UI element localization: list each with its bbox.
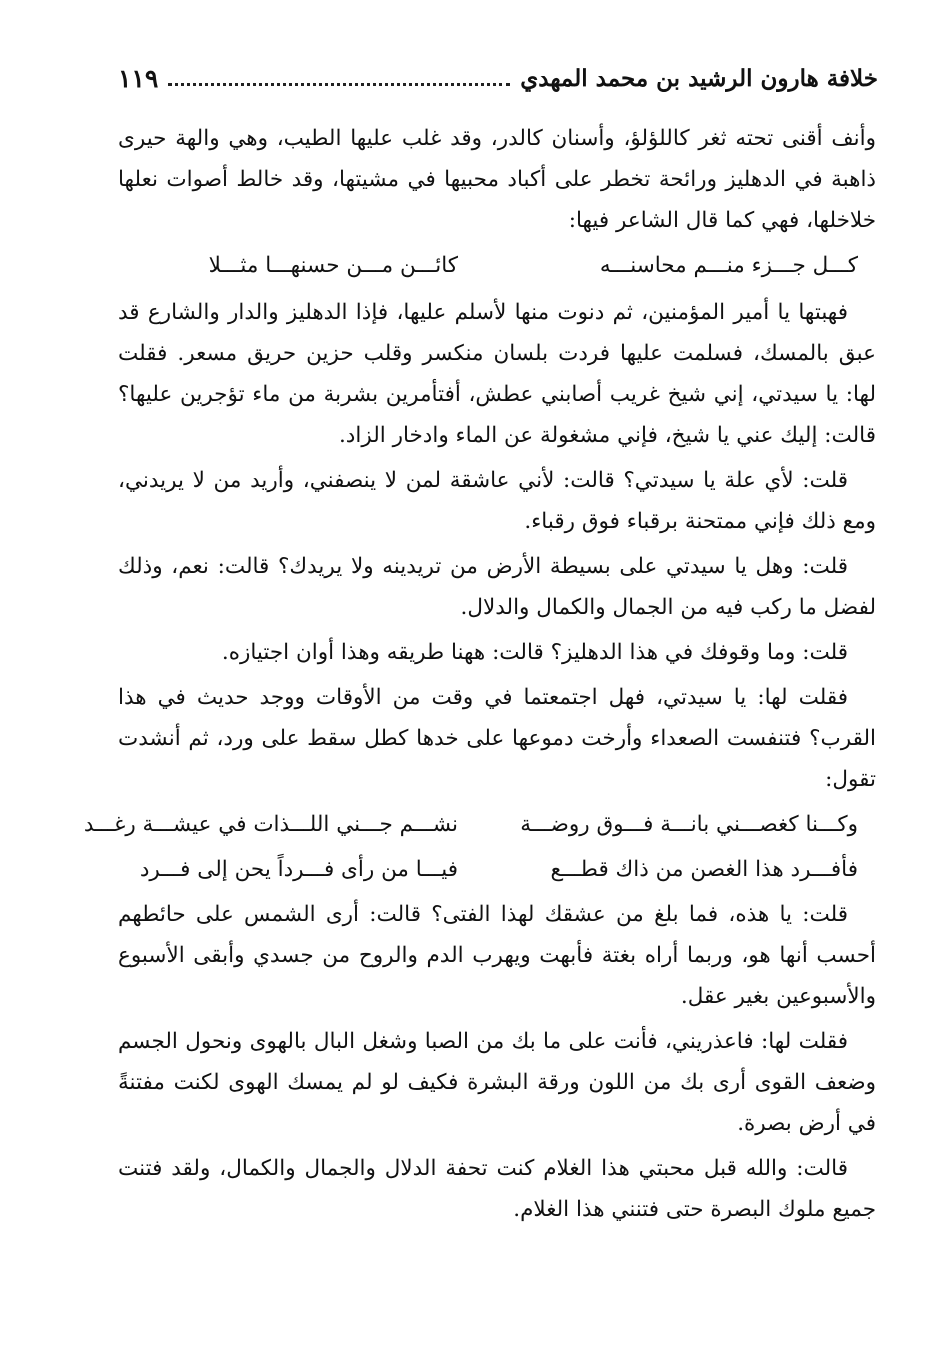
paragraph-9: قالت: والله قبل محبتي هذا الغلام كنت تحفة الدلال والجمال والكمال، ولقد فتنت جميع ملوك البصرة حتى فتنني هذا الغلام. xyxy=(118,1156,876,1222)
verse-3-first-hemistich: فأفـــرد هذا الغصن من ذاك قطـــع xyxy=(550,857,858,882)
paragraph-7: قلت: يا هذه، فما بلغ من عشقك لهذا الفتى؟ قالت: أرى الشمس على حائطهم أحسب أنها هو، وربما أراه بغتة فأبهت ويهرب الدم والروح من جسدي وأبقى الأسبوع والأسبوعين بغير عقل. xyxy=(118,902,876,1009)
paragraph-8: فقلت لها: فاعذريني، فأنت على ما بك من الصبا وشغل البال بالهوى ونحول الجسم وضعف القوى أرى بك من اللون ورقة البشرة فكيف لو لم يمسك الهوى لكنت مفتنةً في أرض بصرة. xyxy=(118,1029,876,1136)
verse-line-2 xyxy=(83,804,876,845)
page-number: ١١٩ xyxy=(118,63,159,93)
dotted-leader xyxy=(168,83,510,86)
paragraph-4: قلت: وهل يا سيدتي على بسيطة الأرض من تريدينه ولا يريدك؟ قالت: نعم، وذلك لفضل ما ركب فيه من الجمال والكمال والدلال. xyxy=(118,554,876,620)
header-title: خلافة هارون الرشيد بن محمد المهدي xyxy=(520,64,878,92)
verse-2-second-hemistich: نشـــم جـــني اللـــذات في عيشـــة رغـــد xyxy=(83,812,458,837)
verse-1-second-hemistich: كائـــن مـــن حسنهـــا مثـــلا xyxy=(208,253,458,278)
verse-3-second-hemistich: فيـــا من رأى فـــرداً يحن إلى فـــرد xyxy=(139,857,458,882)
verse-2-first-hemistich: وكـــنا كغصـــني بانـــة فـــوق روضـــة xyxy=(520,812,858,837)
running-header xyxy=(118,58,878,98)
paragraph-1: وأنف أقنى تحته ثغر كاللؤلؤ، وأسنان كالدر، وقد غلب عليها الطيب، وهي والهة حيرى ذاهبة في الدهليز ورائحة تخطر على أكباد محبيها في مشيتها، وقد خالط أصوات نعلها خلاخلها، فهي كما قال الشاعر فيها: xyxy=(118,126,876,233)
poem-block xyxy=(83,804,876,890)
paragraph-5: قلت: وما وقوفك في هذا الدهليز؟ قالت: ههنا طريقه وهذا أوان اجتيازه. xyxy=(221,640,848,665)
body-text xyxy=(83,118,876,1234)
paragraph-3: قلت: لأي علة يا سيدتي؟ قالت: لأني عاشقة لمن لا ينصفني، وأريد من لا يريدني، ومع ذلك فإني ممتحنة برقباء فوق رقباء. xyxy=(118,468,876,534)
verse-line-3 xyxy=(118,849,876,890)
verse-1-first-hemistich: كـــل جـــزء منـــم محاسنـــه xyxy=(599,253,858,278)
paragraph-2: فهبتها يا أمير المؤمنين، ثم دنوت منها لأسلم عليها، فإذا الدهليز والدار والشارع قد عبق بالمسك، فسلمت عليها فردت بلسان منكسر وقلب حزين حريق مسعر. فقلت لها: يا سيدتي، إني شيخ غريب أصابني عطش، أفتأمرين بشربة من ماء تؤجرين عليها؟ قالت: إليك عني يا شيخ، فإني مشغولة عن الماء وادخار الزاد. xyxy=(118,300,876,448)
paragraph-6: فقلت لها: يا سيدتي، فهل اجتمعتما في وقت من الأوقات ووجد حديث في هذا القرب؟ فتنفست الصعداء وأرخت دموعها على خدها كطل سقط على ورد، ثم أنشدت تقول: xyxy=(118,685,876,792)
verse-line-1 xyxy=(118,245,876,286)
